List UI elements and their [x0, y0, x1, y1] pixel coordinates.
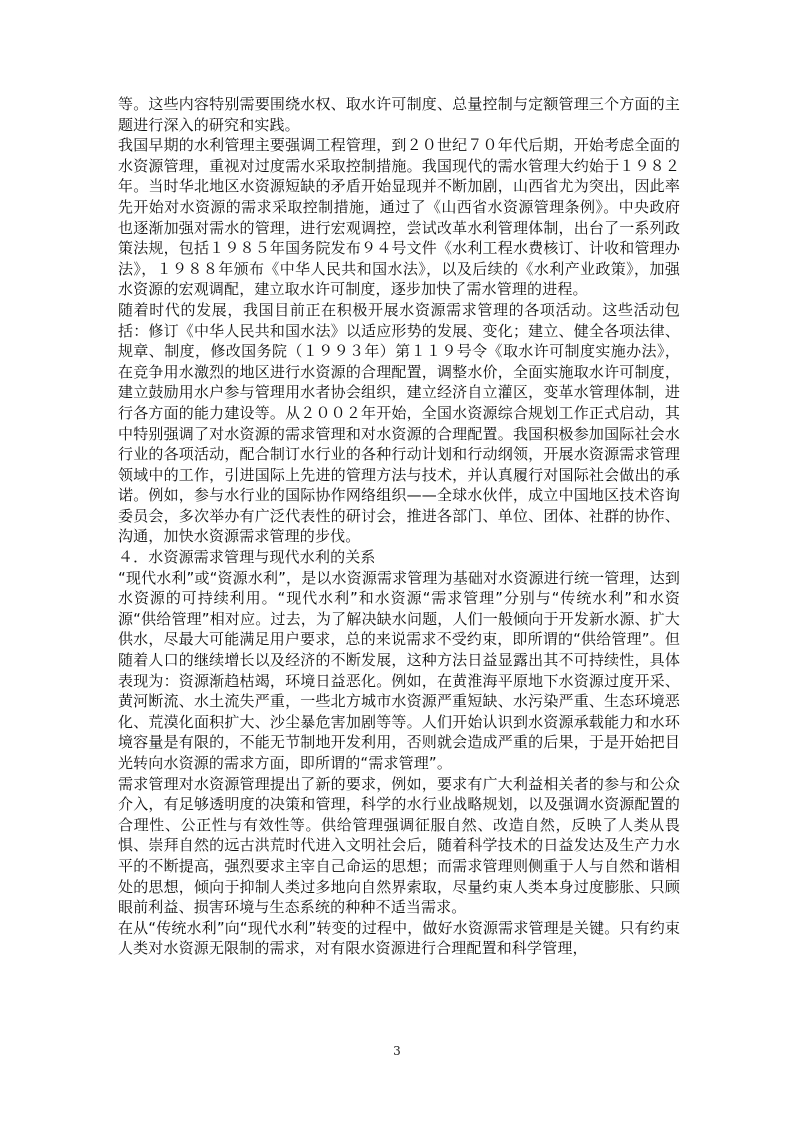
paragraph-early-management: 我国早期的水利管理主要强调工程管理，到２０世纪７０年代后期，开始考虑全面的水资源管理，重视对过度需水采取控制措施。我国现代的需水管理大约始于１９８２年。当时华北地区水资源短缺的矛盾开始显现并不断加剧，山西省尤为突出，因此率先开始对水资源的需求采取控制措施，通过了《山西省水资源管理条例》。中央政府也逐渐加强对需水的管理，进行宏观调控，尝试改革水利管理体制，出台了一系列政策法规，包括１９８５年国务院发布９４号文件《水利工程水费核订、计收和管理办法》，１９８８年颁布《中华人民共和国水法》，以及后续的《水利产业政策》，加强水资源的宏观调配，建立取水许可制度，逐步加快了需水管理的进程。 [118, 136, 680, 299]
paragraph-continuation: 等。这些内容特别需要围绕水权、取水许可制度、总量控制与定额管理三个方面的主题进行深入的研究和实践。 [118, 95, 680, 134]
paragraph-modern-water: “现代水利”或“资源水利”，是以水资源需求管理为基础对水资源进行统一管理，达到水资源的可持续利用。“现代水利”和水资源“需求管理”分别与“传统水利”和水资源“供给管理”相对应。过去，为了解决缺水问题，人们一般倾向于开发新水源、扩大供水，尽最大可能满足用户要求，总的来说需求不受约束，即所谓的“供给管理”。但随着人口的继续增长以及经济的不断发展，这种方法日益显露出其不可持续性，具体表现为：资源渐趋枯竭，环境日益恶化。例如，在黄淮海平原地下水资源过度开采、黄河断流、水土流失严重，一些北方城市水资源严重短缺、水污染严重、生态环境恶化、荒漠化面积扩大、沙尘暴危害加剧等等。人们开始认识到水资源承载能力和水环境容量是有限的，不能无节制地开发利用，否则就会造成严重的后果，于是开始把目光转向水资源的需求方面，即所谓的“需求管理”。 [118, 568, 680, 772]
section-heading: ４．水资源需求管理与现代水利的关系 [118, 548, 376, 567]
body-text [118, 94, 680, 959]
paragraph-current-activities: 随着时代的发展，我国目前正在积极开展水资源需求管理的各项活动。这些活动包括：修订《中华人民共和国水法》以适应形势的发展、变化；建立、健全各项法律、规章、制度，修改国务院（１９９３年）第１１９号令《取水许可制度实施办法》，在竞争用水激烈的地区进行水资源的合理配置，调整水价，全面实施取水许可制度，建立鼓励用水户参与管理用水者协会组织，建立经济自立灌区，变革水管理体制，进行各方面的能力建设等。从２００２年开始，全国水资源综合规划工作正式启动，其中特别强调了对水资源的需求管理和对水资源的合理配置。我国积极参加国际社会水行业的各项活动，配合制订水行业的各种行动计划和行动纲领，开展水资源需求管理领域中的工作，引进国际上先进的管理方法与技术，并认真履行对国际社会做出的承诺。例如，参与水行业的国际协作网络组织——全球水伙伴，成立中国地区技术咨询委员会，多次举办有广泛代表性的研讨会，推进各部门、单位、团体、社群的协作、沟通，加快水资源需求管理的步伐。 [118, 300, 680, 546]
page-number: 3 [393, 1044, 401, 1058]
paragraph-transition: 在从“传统水利”向“现代水利”转变的过程中，做好水资源需求管理是关键。只有约束人类对水资源无限制的需求，对有限水资源进行合理配置和科学管理， [118, 918, 680, 958]
paragraph-demand-management: 需求管理对水资源管理提出了新的要求，例如，要求有广大利益相关者的参与和公众介入，有足够透明度的决策和管理，科学的水行业战略规划，以及强调水资源配置的合理性、公正性与有效性等。供给管理强调征服自然、改造自然，反映了人类从畏惧、崇拜自然的远古洪荒时代进入文明社会后，随着科学技术的日益发达及生产力水平的不断提高，强烈要求主宰自己命运的思想；而需求管理则侧重于人与自然和谐相处的思想，倾向于抑制人类过多地向自然界索取，尽量约束人类本身过度膨胀、只顾眼前利益、损害环境与生态系统的种种不适当需求。 [118, 774, 680, 917]
